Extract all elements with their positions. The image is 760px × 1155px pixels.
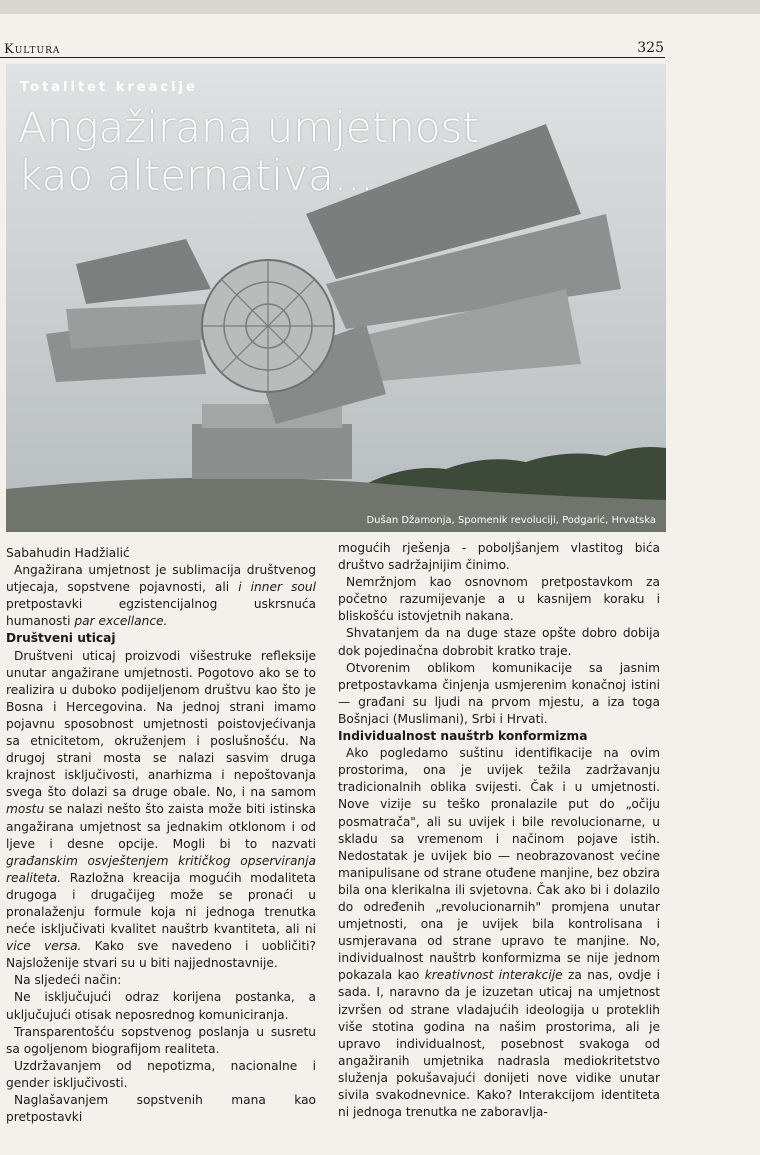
body-paragraph-r4: Otvorenim oblikom komunikacije sa jasnim pretpostavkama činjenja usmjerenim konačnoj istini — građani su ljudi na prvom mjestu, a iza toga Bošnjaci (Muslimani), Srbi i Hrvati. <box>338 660 660 726</box>
hero-photo <box>6 64 666 532</box>
body-paragraph-r1: mogućih rješenja - poboljšanjem vlastitog bića društvo sadržajnijim činimo. <box>338 541 660 573</box>
left-column <box>6 545 316 1126</box>
kicker: Totalitet kreacije <box>20 80 198 95</box>
body-paragraph-4: Transparentošću sopstvenog poslanja u susretu sa ogoljenom biografijom realiteta. <box>6 1024 316 1056</box>
section-heading-2: Individualnost nauštrb konformizma <box>338 729 588 744</box>
photo-caption: Dušan Džamonja, Spomenik revoluciji, Podgarić, Hrvatska <box>366 515 656 526</box>
article-title <box>18 104 538 200</box>
title-line-1: Angažirana umjetnost <box>18 103 479 152</box>
body-paragraph-3: Ne isključujući odraz korijena postanka, a uključujući otisak neposrednog komuniciranja. <box>6 990 316 1022</box>
body-paragraph-1: Društveni uticaj proizvodi višestruke refleksije unutar angažirane umjetnosti. Pogotovo ako se to realizira u duboko podijeljenom društvu kao što je Bosna i Hercegovina. Na jednoj strani imamo pojavnu sposobnost umjetnosti poistovjećivanja sa etnicitetom, okruženjem i poslušnošću. Na drugoj strani mosta se nalazi sasvim druga krajnost isključivosti, anarhizma i nepoštovanja svega što dolazi sa druge obale. No, i na samom mostu se nalazi nešto što zaista može biti istinska angažirana umjetnost sa jednakim otklonom i od ljeve i desne opcije. Mogli bi to nazvati građanskim osvještenjem kritičkog opserviranja realiteta. Razložna kreacija mogućih modaliteta drugoga i drugačijeg može se pronaći u pronalaženju formule koja ni jednoga trenutka neće isključivati kvalitet nauštrb kvantiteta, ali ni vice versa. Kako sve navedeno i uobličiti? Najsloženije stvari su u biti najjednostavnije. <box>6 648 317 971</box>
section-name: Kultura <box>4 42 61 57</box>
body-paragraph-r2: Nemržnjom kao osnovnom pretpostavkom za početno razumijevanje a u kasnijem koraku i bliskošću istovjetnih nakana. <box>338 575 660 624</box>
right-column <box>338 540 660 1121</box>
section-heading-1: Društveni uticaj <box>6 631 116 646</box>
body-paragraph-r3: Shvatanjem da na duge staze opšte dobro dobija dok pojedinačna dobrobit kratko traje. <box>338 626 660 658</box>
body-paragraph-5: Uzdržavanjem od nepotizma, nacionalne i gender isključivosti. <box>6 1058 316 1090</box>
body-paragraph-6: Naglašavanjem sopstvenih mana kao pretpostavki <box>6 1093 316 1125</box>
header-rule <box>0 57 665 58</box>
body-paragraph-2: Na sljedeći način: <box>14 973 122 988</box>
author-name: Sabahudin Hadžialić <box>6 546 130 560</box>
page-number: 325 <box>637 40 664 56</box>
body-paragraph-r5: Ako pogledamo suštinu identifikacije na ovim prostorima, ona je uvijek težila zadržavanju tradicionalnih oblika svijesti. Čak i u umjetnosti. Nove vizije su teško pronalazile put do „očiju posmatrača", ali su uvijek i bile revolucionarne, u skladu sa vremenom i načinom pojave istih. Nedostatak je uvijek bio — neobrazovanost većine manipulisane od strane otuđene manjine, bez obzira bila ona klerikalna ili svjetovna. Čak ako bi i dolazilo do određenih „revolucionarnih" promjena unutar umjetnosti, ona je uvijek bila kontrolisana i usmjeravana od strane upravo te manjine. No, individualnost nauštrb konformizma se nije jednom pokazala kao kreativnost interakcije za nas, ovdje i sada. I, naravno da je izuzetan uticaj na umjetnost izvršen od strane vladajućih ideologija u proteklih više stotina godina na našim prostorima, ali je upravo individualnost, posebnost svakoga od angažiranih umjetnika nadrasla mediokritetstvo služenja pokušavajući donijeti nove vidike unutar sivila svakodnevnice. Kako? Interakcijom identiteta ni jednoga trenutka ne zaboravlja- <box>338 746 660 1120</box>
previous-page-strip <box>0 0 760 14</box>
title-line-2: kao alternativa... <box>18 151 374 200</box>
intro-paragraph: Angažirana umjetnost je sublimacija društvenog utjecaja, sopstvene pojavnosti, ali i inner soul pretpostavki egzistencijalnog uskrsnuća humanosti par excellance. <box>6 563 316 629</box>
